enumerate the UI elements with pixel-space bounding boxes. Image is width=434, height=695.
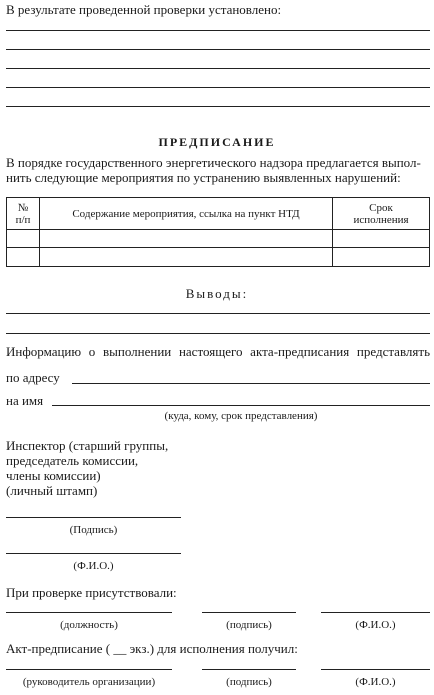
inspector-name-line[interactable] [6, 553, 181, 554]
conclusions-title: Выводы: [185, 286, 249, 301]
address-line[interactable] [72, 383, 430, 384]
table-cell[interactable] [40, 230, 333, 248]
inspector-line-1: Инспектор (старший группы, [6, 438, 169, 453]
received-label: Акт-предписание ( __ экз.) для исполнения получил: [6, 641, 298, 656]
header-num: № [17, 201, 29, 214]
received-signature-line[interactable] [202, 669, 296, 670]
conclusions-line-1[interactable] [6, 313, 430, 314]
order-title: ПРЕДПИСАНИЕ [158, 135, 276, 149]
header-num-cell [7, 198, 40, 230]
findings-line-5[interactable] [6, 106, 430, 107]
inspector-line-3: члены комиссии) [6, 468, 101, 483]
findings-line-4[interactable] [6, 87, 430, 88]
header-content-cell [40, 198, 333, 230]
findings-label: В результате проведенной проверки установлено: [6, 2, 282, 17]
table-row[interactable] [7, 248, 430, 267]
present-signature-line[interactable] [202, 612, 296, 613]
table-cell[interactable] [333, 248, 430, 267]
header-term-cell [333, 198, 430, 230]
table-cell[interactable] [7, 248, 40, 267]
received-head-line[interactable] [6, 669, 172, 670]
present-signature-caption: (подпись) [226, 619, 272, 631]
findings-line-1[interactable] [6, 30, 430, 31]
header-term: Срок [369, 201, 393, 214]
conclusions-line-2[interactable] [6, 333, 430, 334]
received-name-line[interactable] [321, 669, 430, 670]
name-line[interactable] [52, 405, 430, 406]
header-content: Содержание мероприятия, ссылка на пункт НТД [72, 207, 300, 220]
order-text-line-1: В порядке государственного энергетического надзора предлагается выпол- [6, 155, 421, 170]
table-cell[interactable] [333, 230, 430, 248]
measures-table [6, 197, 430, 267]
received-head-caption: (руководитель организации) [22, 676, 156, 688]
header-term-sub: исполнения [353, 213, 409, 226]
report-hint: (куда, кому, срок представления) [164, 410, 318, 422]
present-name-caption: (Ф.И.О.) [355, 619, 396, 631]
table-cell[interactable] [7, 230, 40, 248]
inspector-line-2: председатель комиссии, [6, 453, 139, 468]
table-cell[interactable] [40, 248, 333, 267]
received-name-caption: (Ф.И.О.) [355, 676, 396, 688]
report-text: Информацию о выполнении настоящего акта-предписания представлять [6, 344, 430, 359]
order-text-line-2: нить следующие мероприятия по устранению выявленных нарушений: [6, 170, 401, 185]
present-position-caption: (должность) [60, 619, 118, 631]
present-label: При проверке присутствовали: [6, 585, 177, 600]
findings-line-2[interactable] [6, 49, 430, 50]
received-signature-caption: (подпись) [226, 676, 272, 688]
name-label: на имя [6, 393, 44, 408]
present-position-line[interactable] [6, 612, 172, 613]
inspector-name-caption: (Ф.И.О.) [73, 560, 114, 572]
address-label: по адресу [6, 370, 60, 385]
present-name-line[interactable] [321, 612, 430, 613]
table-row[interactable] [7, 230, 430, 248]
findings-line-3[interactable] [6, 68, 430, 69]
table-header-row [7, 198, 430, 230]
inspector-line-4: (личный штамп) [6, 483, 98, 498]
inspector-signature-line[interactable] [6, 517, 181, 518]
inspector-signature-caption: (Подпись) [69, 524, 118, 536]
header-num-sub: п/п [15, 213, 31, 226]
